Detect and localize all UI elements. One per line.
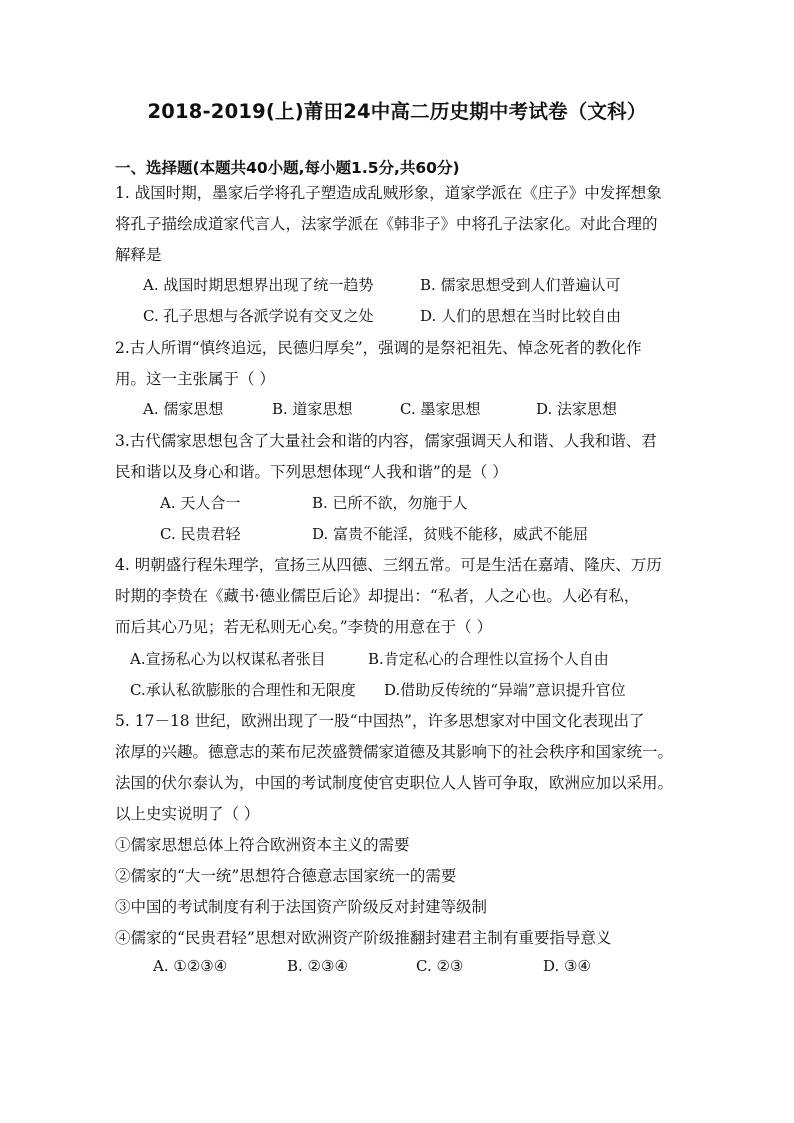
q3-option-b: B. 已所不欲，勿施于人	[312, 494, 468, 512]
q4-option-a: A.宣扬私心为以权谋私者张目	[130, 650, 326, 668]
q3-line: 民和谐以及身心和谐。下列思想体现“人我和谐”的是（ ）	[115, 463, 508, 481]
q1-option-d: D. 人们的思想在当时比较自由	[420, 307, 622, 325]
q5-line: 5. 17－18 世纪，欧洲出现了一股“中国热”，许多思想家对中国文化表现出了	[115, 712, 645, 730]
section-heading: 一、选择题(本题共40小题,每小题1.5分,共60分)	[115, 159, 460, 177]
q5-statement: ④儒家的“民贵君轻”思想对欧洲资产阶级推翻封建君主制有重要指导意义	[115, 929, 612, 947]
q5-option-a: A. ①②③④	[153, 957, 228, 975]
q4-line: 4. 明朝盛行程朱理学，宣扬三从四德、三纲五常。可是生活在嘉靖、隆庆、万历	[115, 556, 662, 574]
q5-statement: ①儒家思想总体上符合欧洲资本主义的需要	[115, 836, 410, 854]
q5-option-b: B. ②③④	[287, 957, 348, 975]
q2-line: 用。这一主张属于（ ）	[115, 370, 275, 388]
q2-line: 2.古人所谓“慎终追远，民德归厚矣”，强调的是祭祀祖先、悼念死者的教化作	[115, 339, 642, 357]
q1-option-b: B. 儒家思想受到人们普遍认可	[420, 276, 621, 294]
q1-line: 解释是	[115, 246, 162, 264]
q4-option-b: B.肯定私心的合理性以宣扬个人自由	[368, 650, 609, 668]
q1-option-a: A. 战国时期思想界出现了统一趋势	[143, 276, 374, 294]
q4-option-d: D.借助反传统的“异端”意识提升官位	[384, 681, 626, 699]
q5-statement: ②儒家的“大一统”思想符合德意志国家统一的需要	[115, 867, 457, 885]
q3-option-d: D. 富贵不能淫，贫贱不能移，威武不能屈	[312, 525, 589, 543]
q1-line: 1. 战国时期，墨家后学将孔子塑造成乱贼形象，道家学派在《庄子》中发挥想象	[115, 184, 662, 202]
q3-line: 3.古代儒家思想包含了大量社会和谐的内容，儒家强调天人和谐、人我和谐、君	[115, 432, 657, 450]
q2-option-b: B. 道家思想	[272, 400, 353, 418]
q5-option-c: C. ②③	[416, 957, 464, 975]
exam-title: 2018-2019(上)莆田24中高二历史期中考试卷（文科）	[147, 100, 647, 123]
q1-option-c: C. 孔子思想与各派学说有交叉之处	[143, 307, 374, 325]
q3-option-c: C. 民贵君轻	[160, 525, 241, 543]
q3-option-a: A. 天人合一	[160, 494, 241, 512]
q5-option-d: D. ③④	[543, 957, 591, 975]
q5-line: 法国的伏尔泰认为，中国的考试制度使官吏职位人人皆可争取，欧洲应加以采用。	[115, 774, 674, 792]
q2-option-d: D. 法家思想	[536, 400, 618, 418]
q5-statement: ③中国的考试制度有利于法国资产阶级反对封建等级制	[115, 898, 488, 916]
q5-line: 以上史实说明了（ ）	[115, 805, 260, 823]
q4-line: 时期的李贽在《藏书·德业儒臣后论》却提出：“私者，人之心也。人必有私，	[115, 587, 640, 605]
q2-option-a: A. 儒家思想	[143, 400, 224, 418]
q4-option-c: C.承认私欲膨胀的合理性和无限度	[130, 681, 356, 699]
q1-line: 将孔子描绘成道家代言人，法家学派在《韩非子》中将孔子法家化。对此合理的	[115, 215, 658, 233]
q4-line: 而后其心乃见；若无私则无心矣。”李贽的用意在于（ ）	[115, 618, 493, 636]
q2-option-c: C. 墨家思想	[400, 400, 481, 418]
q5-line: 浓厚的兴趣。德意志的莱布尼茨盛赞儒家道德及其影响下的社会秩序和国家统一。	[115, 743, 674, 761]
